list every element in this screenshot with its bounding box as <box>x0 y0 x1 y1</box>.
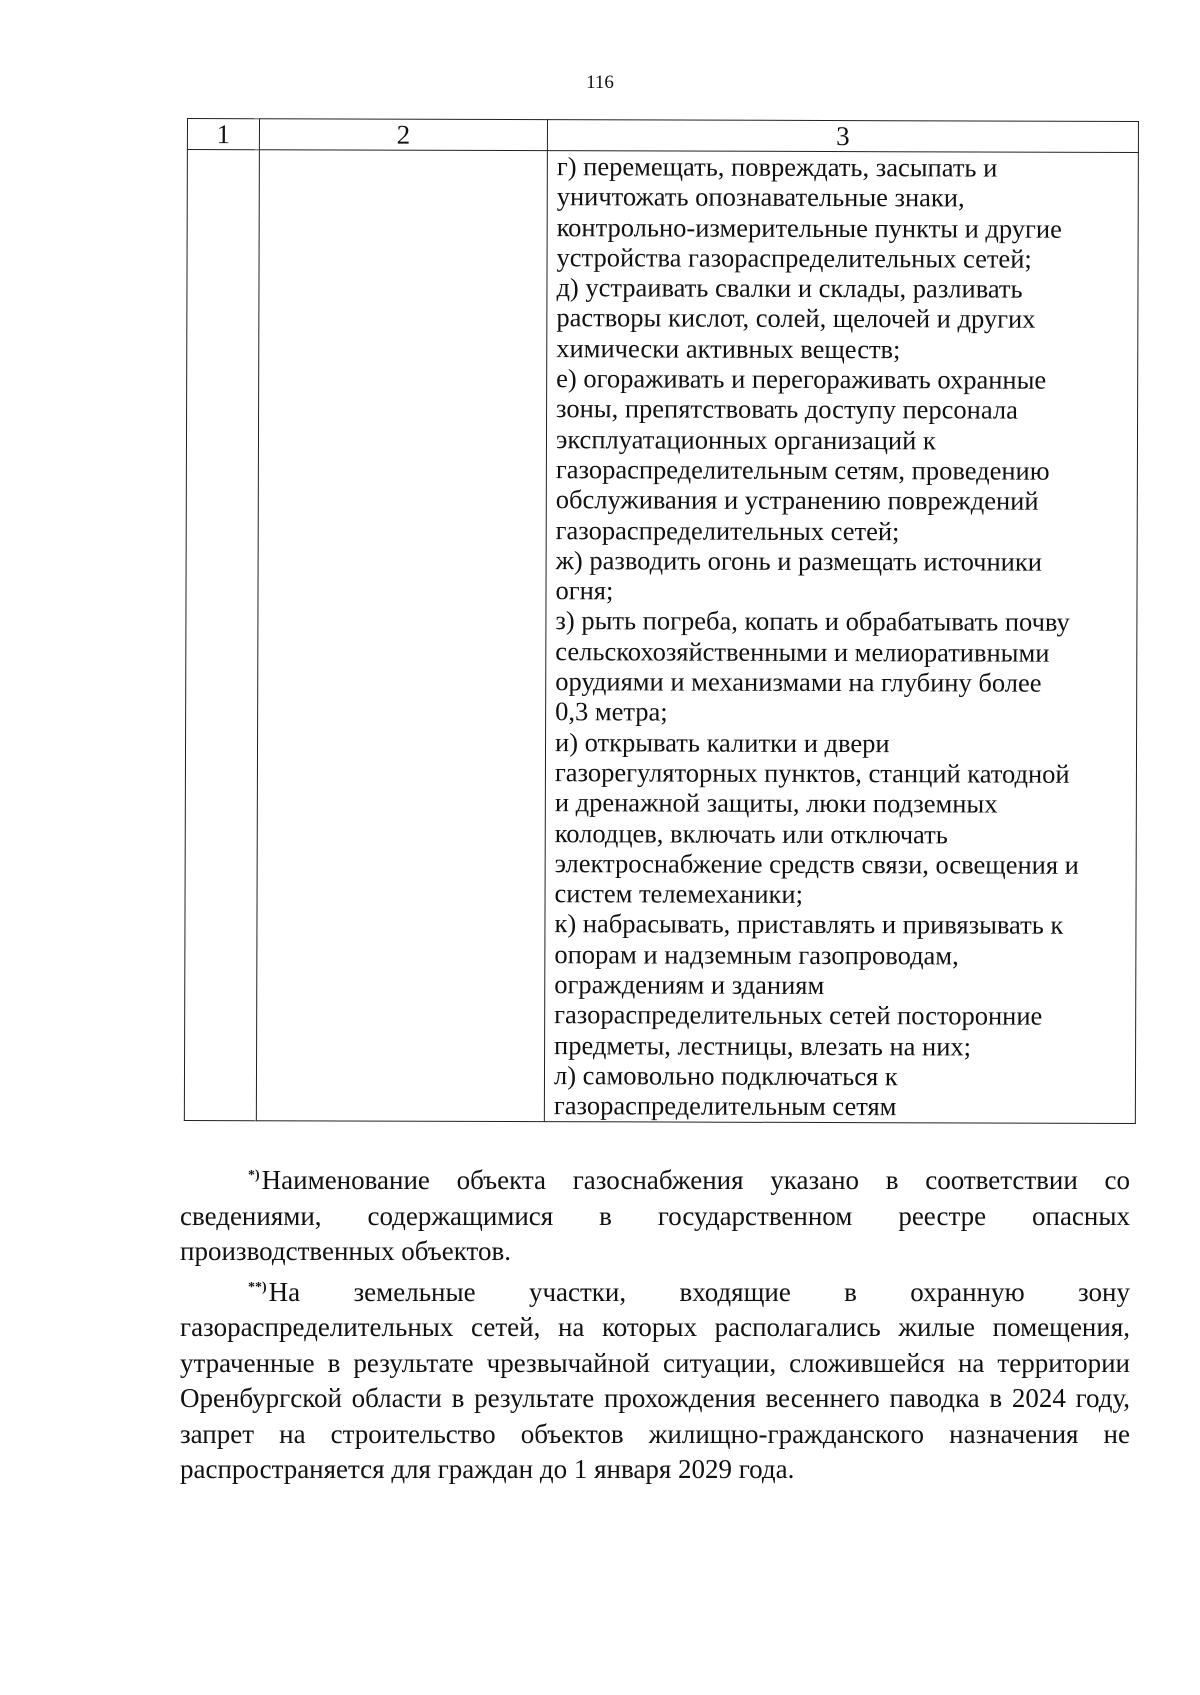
restriction-line: орудиями и механизмами на глубину более <box>555 666 1042 698</box>
restriction-line: химически активных веществ; <box>556 332 901 365</box>
restriction-line: растворы кислот, солей, щелочей и других <box>556 302 1036 335</box>
restriction-line: обслуживания и устранению повреждений <box>555 484 1039 516</box>
footnote-1 <box>180 1158 1130 1270</box>
restriction-line: сельскохозяйственными и мелиоративными <box>555 635 1050 668</box>
restriction-line: д) устраивать свалки и склады, разливать <box>556 272 1023 304</box>
restriction-line: ограждениям и зданиям <box>554 969 825 1001</box>
restriction-line: огня; <box>555 575 614 606</box>
restriction-line: газораспределительных сетей; <box>555 514 900 546</box>
restriction-line: газорегуляторных пунктов, станций катодной <box>554 757 1070 789</box>
restriction-line: колодцев, включать или отключать <box>554 817 948 849</box>
restriction-line: опорам и надземным газопроводам, <box>554 938 959 971</box>
restriction-line: г) перемещать, повреждать, засыпать и <box>556 151 998 183</box>
footnote-2-mark: **) <box>248 1279 267 1295</box>
restriction-line: устройства газораспределительных сетей; <box>556 242 1032 274</box>
column-header-3: 3 <box>547 120 1138 153</box>
restriction-line: эксплуатационных организаций к <box>555 423 936 456</box>
column-header-1: 1 <box>187 119 259 150</box>
column-header-2: 2 <box>259 119 547 151</box>
restriction-line: предметы, лестницы, влезать на них; <box>554 1029 972 1062</box>
table-header-row <box>187 119 1138 153</box>
restrictions-list <box>545 151 1138 1122</box>
cell-col2 <box>256 150 547 1121</box>
restriction-line: и дренажной защиты, люки подземных <box>554 787 998 819</box>
footnote-1-mark: *) <box>248 1168 260 1183</box>
restriction-line: газораспределительным сетям <box>553 1090 897 1122</box>
restriction-line: зоны, препятствовать доступу персонала <box>556 393 1018 425</box>
footnote-1-text: Наименование объекта газоснабжения указано в соответствии со сведениями, содержащимися в государственном реестре опасных производственных объектов. <box>180 1165 1130 1266</box>
restriction-line: к) набрасывать, приставлять и привязывать к <box>554 908 1064 941</box>
restriction-line: и) открывать калитки и двери <box>554 726 890 758</box>
footnotes <box>180 1158 1130 1488</box>
restrictions-table <box>184 118 1139 1123</box>
restriction-line: уничтожать опознавательные знаки, <box>556 181 965 213</box>
footnote-2-text: На земельные участки, входящие в охранную зону газораспределительных сетей, на которых располагались жилые помещения, утраченные в результате чрезвычайной ситуации, сложившейся на территории Оренбургской области в результате прохождения весеннего паводка в 2024 году, запрет на строительство объектов жилищно-гражданского назначения не распространяется для граждан до 1 января 2029 года. <box>180 1276 1130 1484</box>
cell-col1 <box>184 150 259 1121</box>
restriction-line: л) самовольно подключаться к <box>553 1060 898 1092</box>
page-number: 116 <box>586 72 614 93</box>
restriction-line: электроснабжение средств связи, освещения и <box>554 847 1079 880</box>
table-row <box>184 150 1138 1123</box>
restriction-line: газораспределительных сетей посторонние <box>554 999 1043 1032</box>
restriction-line: з) рыть погреба, копать и обрабатывать почву <box>555 605 1070 638</box>
footnote-2 <box>180 1270 1130 1488</box>
restriction-line: е) огораживать и перегораживать охранные <box>556 363 1047 395</box>
restriction-line: систем телемеханики; <box>554 878 804 910</box>
restriction-line: 0,3 метра; <box>555 696 668 727</box>
restriction-line: контрольно-измерительные пункты и другие <box>556 211 1062 244</box>
restriction-line: газораспределительным сетям, проведению <box>555 454 1050 486</box>
restriction-line: ж) разводить огонь и размещать источники <box>555 545 1042 577</box>
cell-col3 <box>544 151 1138 1123</box>
